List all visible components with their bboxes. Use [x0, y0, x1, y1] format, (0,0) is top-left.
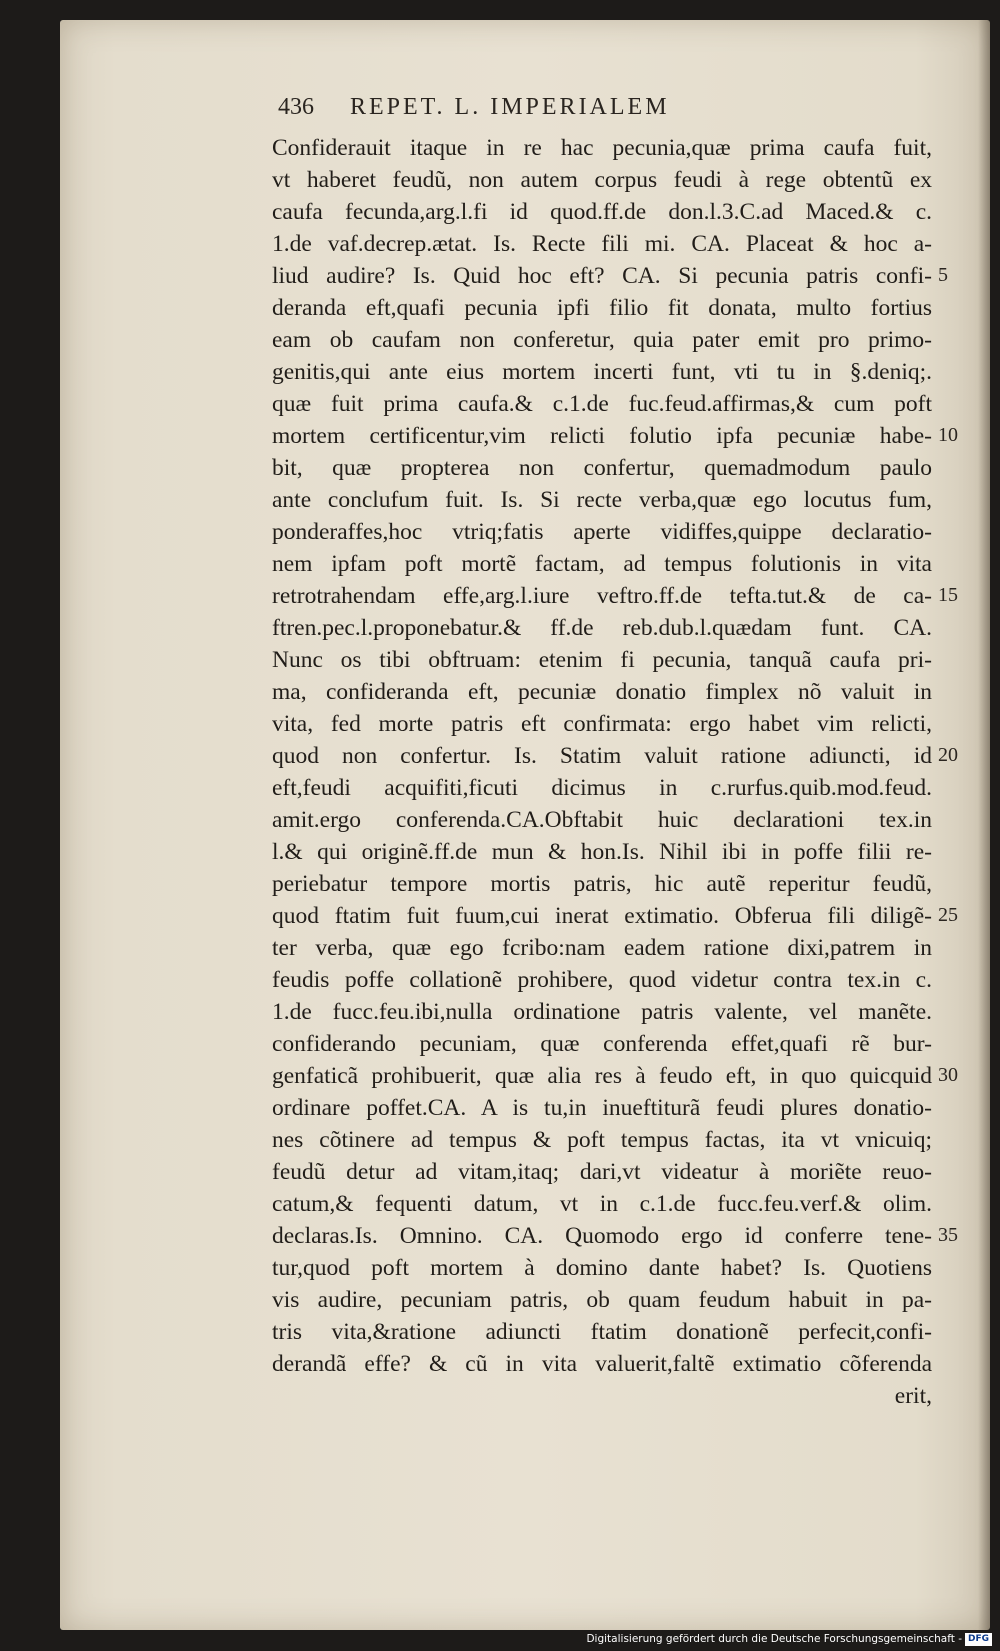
- margin-line-number: 15: [938, 584, 958, 606]
- footer-credit: Digitalisierung gefördert durch die Deutsche Forschungsgemeinschaft -: [586, 1633, 962, 1645]
- text-line: ordinare poffet.CA. A is tu,in inueftiturã feudi plures donatio-: [272, 1095, 932, 1121]
- text-line: nes cõtinere ad tempus & poft tempus factas, ita vt vnicuiq;: [272, 1127, 932, 1153]
- text-line: catum,& fequenti datum, vt in c.1.de fucc.feu.verf.& olim.: [272, 1191, 932, 1217]
- text-line: confiderando pecuniam, quæ conferenda effet,quafi rẽ bur-: [272, 1031, 932, 1057]
- text-line: quod ftatim fuit fuum,cui inerat extimatio. Obferua fili diligẽ-: [272, 903, 932, 929]
- text-line: ponderaffes,hoc vtriq;fatis aperte vidiffes,quippe declaratio-: [272, 519, 932, 545]
- margin-line-number: 5: [938, 264, 948, 286]
- text-line: liud audire? Is. Quid hoc eft? CA. Si pecunia patris confi-: [272, 263, 932, 289]
- text-line: 1.de vaf.decrep.ætat. Is. Recte fili mi. CA. Placeat & hoc a-: [272, 231, 932, 257]
- page-number: 436: [278, 94, 314, 120]
- text-line-catchword: erit,: [894, 1383, 932, 1409]
- text-line: declaras.Is. Omnino. CA. Quomodo ergo id conferre tene-: [272, 1223, 932, 1249]
- running-title: REPET. L. IMPERIALEM: [350, 94, 670, 120]
- margin-line-number: 25: [938, 904, 958, 926]
- text-line: ma, confideranda eft, pecuniæ donatio fimplex nõ valuit in: [272, 679, 932, 705]
- text-line: feudis poffe collationẽ prohibere, quod videtur contra tex.in c.: [272, 967, 932, 993]
- text-line: bit, quæ propterea non confertur, quemadmodum paulo: [272, 455, 932, 481]
- digitization-footer: [586, 1631, 992, 1647]
- text-line: ante conclufum fuit. Is. Si recte verba,quæ ego locutus fum,: [272, 487, 932, 513]
- text-line: ter verba, quæ ego fcribo:nam eadem ratione dixi,patrem in: [272, 935, 932, 961]
- text-line: ftren.pec.l.proponebatur.& ff.de reb.dub.l.quædam funt. CA.: [272, 615, 932, 641]
- body-text: [272, 132, 932, 1412]
- text-line: tris vita,&ratione adiuncti ftatim donationẽ perfecit,confi-: [272, 1319, 932, 1345]
- text-line: Confiderauit itaque in re hac pecunia,quæ prima caufa fuit,: [272, 135, 932, 161]
- text-line: quæ fuit prima caufa.& c.1.de fuc.feud.affirmas,& cum poft: [272, 391, 932, 417]
- text-line: deranda eft,quafi pecunia ipfi filio fit donata, multo fortius: [272, 295, 932, 321]
- margin-line-number: 20: [938, 744, 958, 766]
- text-line: amit.ergo conferenda.CA.Obftabit huic declarationi tex.in: [272, 807, 932, 833]
- text-line: periebatur tempore mortis patris, hic autẽ reperitur feudũ,: [272, 871, 932, 897]
- text-line: nem ipfam poft mortẽ factam, ad tempus folutionis in vita: [272, 551, 932, 577]
- page-edge-shadow: [978, 20, 990, 1630]
- margin-line-number: 30: [938, 1064, 958, 1086]
- text-line: vt haberet feudũ, non autem corpus feudi à rege obtentũ ex: [272, 167, 932, 193]
- text-line: vis audire, pecuniam patris, ob quam feudum habuit in pa-: [272, 1287, 932, 1313]
- text-line: genfaticã prohibuerit, quæ alia res à feudo eft, in quo quicquid: [272, 1063, 932, 1089]
- text-line: quod non confertur. Is. Statim valuit ratione adiuncti, id: [272, 743, 932, 769]
- text-line: tur,quod poft mortem à domino dante habet? Is. Quotiens: [272, 1255, 932, 1281]
- text-line: vita, fed morte patris eft confirmata: ergo habet vim relicti,: [272, 711, 932, 737]
- dfg-logo: DFG: [965, 1633, 992, 1646]
- text-line: caufa fecunda,arg.l.fi id quod.ff.de don.l.3.C.ad Maced.& c.: [272, 199, 932, 225]
- text-line: feudũ detur ad vitam,itaq; dari,vt videatur à moriẽte reuo-: [272, 1159, 932, 1185]
- text-line: eft,feudi acquifiti,ficuti dicimus in c.rurfus.quib.mod.feud.: [272, 775, 932, 801]
- text-line: 1.de fucc.feu.ibi,nulla ordinatione patris valente, vel manẽte.: [272, 999, 932, 1025]
- text-line: l.& qui originẽ.ff.de mun & hon.Is. Nihil ibi in poffe filii re-: [272, 839, 932, 865]
- text-line: retrotrahendam effe,arg.l.iure veftro.ff.de tefta.tut.& de ca-: [272, 583, 932, 609]
- margin-line-number: 10: [938, 424, 958, 446]
- text-line: derandã effe? & cũ in vita valuerit,faltẽ extimatio cõferenda: [272, 1351, 932, 1377]
- text-line: genitis,qui ante eius mortem incerti funt, vti tu in §.deniq;.: [272, 359, 932, 385]
- page-header: [210, 94, 810, 124]
- text-line: eam ob caufam non conferetur, quia pater emit pro primo-: [272, 327, 932, 353]
- margin-line-number: 35: [938, 1224, 958, 1246]
- text-line: mortem certificentur,vim relicti folutio ipfa pecuniæ habe-: [272, 423, 932, 449]
- text-line: Nunc os tibi obftruam: etenim fi pecunia, tanquã caufa pri-: [272, 647, 932, 673]
